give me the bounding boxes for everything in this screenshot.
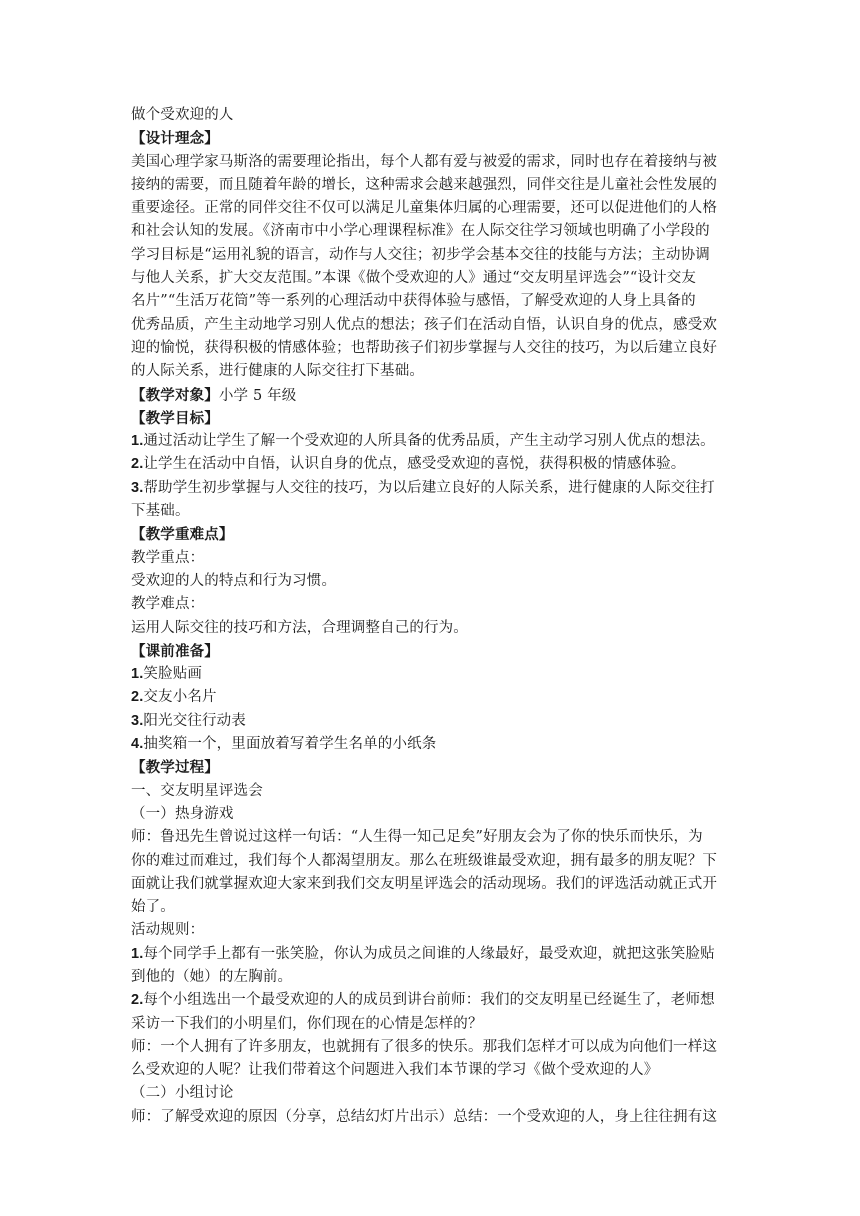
paragraph-line: 优秀品质，产生主动地学习别人优点的想法；孩子们在活动自悟，认识自身的优点，感受欢 bbox=[131, 316, 717, 333]
heading-teaching-target: 【教学对象】 bbox=[131, 386, 219, 404]
rules-label: 活动规则： bbox=[131, 922, 205, 939]
heading-preparation: 【课前准备】 bbox=[131, 642, 219, 660]
prep-item bbox=[131, 733, 731, 756]
goal-number: 3. bbox=[131, 479, 144, 496]
prep-text: 阳光交往行动表 bbox=[143, 712, 246, 729]
prep-number: 4. bbox=[131, 736, 144, 753]
key-point-text: 受欢迎的人的特点和行为习惯。 bbox=[131, 572, 337, 589]
prep-item bbox=[131, 686, 731, 709]
subsection-heading: （二）小组讨论 bbox=[131, 1085, 234, 1102]
prep-item bbox=[131, 710, 731, 733]
teaching-target-row bbox=[131, 384, 731, 407]
paragraph-line: 美国心理学家马斯洛的需要理论指出，每个人都有爱与被爱的需求，同时也存在着接纳与被 bbox=[131, 153, 717, 170]
paragraph-line: 名片”“生活万花筒”等一系列的心理活动中获得体验与感悟，了解受欢迎的人身上具备的 bbox=[131, 293, 696, 310]
paragraph-line: 与他人关系，扩大交友范围。”本课《做个受欢迎的人》通过“交友明星评选会”“设计交友 bbox=[131, 270, 697, 287]
prep-text: 抽奖箱一个，里面放着写着学生名单的小纸条 bbox=[143, 736, 437, 753]
rule-item bbox=[131, 943, 731, 966]
key-point-label: 教学重点： bbox=[131, 549, 205, 566]
prep-number: 1. bbox=[131, 666, 144, 683]
heading-teaching-goals: 【教学目标】 bbox=[131, 409, 219, 427]
goal-text: 让学生在活动中自悟，认识自身的优点，感受受欢迎的喜悦，获得积极的情感体验。 bbox=[143, 456, 686, 473]
paragraph-line: 学习目标是“运用礼貌的语言，动作与人交往；初步学会基本交往的技能与方法；主动协调 bbox=[131, 246, 710, 263]
rule-number: 1. bbox=[131, 945, 144, 962]
prep-text: 交友小名片 bbox=[143, 689, 217, 706]
goal-text: 通过活动让学生了解一个受欢迎的人所具备的优秀品质，产生主动学习别人优点的想法。 bbox=[143, 433, 715, 450]
prep-text: 笑脸贴画 bbox=[143, 666, 203, 683]
paragraph-line: 的人际关系，进行健康的人际交往打下基础。 bbox=[131, 363, 424, 380]
design-concept-paragraph bbox=[131, 151, 731, 384]
difficulty-text: 运用人际交往的技巧和方法，合理调整自己的行为。 bbox=[131, 619, 468, 636]
teaching-target-value: 小学 5 年级 bbox=[218, 387, 297, 404]
rule-item-continuation: 采访一下我们的小明星们，你们现在的心情是怎样的？ bbox=[131, 1015, 483, 1032]
section-heading: 一、交友明星评选会 bbox=[131, 782, 263, 799]
document-page bbox=[131, 104, 731, 1129]
prep-number: 3. bbox=[131, 712, 144, 729]
goal-number: 1. bbox=[131, 433, 144, 450]
paragraph-line: 重要途径。正常的同伴交往不仅可以满足儿童集体归属的心理需要，还可以促进他们的人格 bbox=[131, 200, 717, 217]
rule-number: 2. bbox=[131, 992, 144, 1009]
paragraph-line: 师：鲁迅先生曾说过这样一句话：“人生得一知己足矣”好朋友会为了你的快乐而快乐，为 bbox=[131, 829, 703, 846]
heading-design-concept: 【设计理念】 bbox=[131, 130, 219, 148]
heading-key-points: 【教学重难点】 bbox=[131, 526, 234, 544]
rule-item bbox=[131, 989, 731, 1012]
paragraph-line: 接纳的需要，而且随着年龄的增长，这种需求会越来越强烈，同伴交往是儿童社会性发展的 bbox=[131, 176, 717, 193]
document-title: 做个受欢迎的人 bbox=[131, 107, 234, 123]
subsection-heading: （一）热身游戏 bbox=[131, 805, 234, 822]
goal-item bbox=[131, 430, 731, 453]
prep-number: 2. bbox=[131, 689, 144, 706]
rule-text: 每个小组选出一个最受欢迎的人的成员到讲台前师：我们的交友明星已经诞生了，老师想 bbox=[143, 992, 715, 1009]
paragraph-line: 师：一个人拥有了许多朋友，也就拥有了很多的快乐。那我们怎样才可以成为向他们一样这 bbox=[131, 1038, 717, 1055]
heading-teaching-process: 【教学过程】 bbox=[131, 759, 219, 777]
paragraph-line: 面就让我们就掌握欢迎大家来到我们交友明星评选会的活动现场。我们的评选活动就正式开 bbox=[131, 875, 717, 892]
difficulty-label: 教学难点： bbox=[131, 596, 205, 613]
prep-item bbox=[131, 663, 731, 686]
goal-item-continuation: 下基础。 bbox=[131, 503, 190, 520]
paragraph-line: 迎的愉悦，获得积极的情感体验；也帮助孩子们初步掌握与人交往的技巧，为以后建立良好 bbox=[131, 339, 717, 356]
paragraph-line: 么受欢迎的人呢？让我们带着这个问题进入我们本节课的学习《做个受欢迎的人》 bbox=[131, 1062, 659, 1079]
goal-item bbox=[131, 477, 731, 500]
goal-item bbox=[131, 453, 731, 476]
paragraph-line: 始了。 bbox=[131, 899, 175, 916]
rule-text: 每个同学手上都有一张笑脸，你认为成员之间谁的人缘最好，最受欢迎，就把这张笑脸贴 bbox=[143, 945, 715, 962]
paragraph-line: 你的难过而难过，我们每个人都渴望朋友。那么在班级谁最受欢迎，拥有最多的朋友呢？下 bbox=[131, 852, 717, 869]
paragraph-line: 师：了解受欢迎的原因（分享，总结幻灯片出示）总结：一个受欢迎的人，身上往往拥有这 bbox=[131, 1108, 717, 1125]
rule-item-continuation: 到他的（她）的左胸前。 bbox=[131, 968, 293, 985]
paragraph-line: 和社会认知的发展。《济南市中小学心理课程标准》在人际交往学习领域也明确了小学段的 bbox=[131, 223, 710, 240]
goal-number: 2. bbox=[131, 456, 144, 473]
goal-text: 帮助学生初步掌握与人交往的技巧，为以后建立良好的人际关系，进行健康的人际交往打 bbox=[143, 479, 715, 496]
